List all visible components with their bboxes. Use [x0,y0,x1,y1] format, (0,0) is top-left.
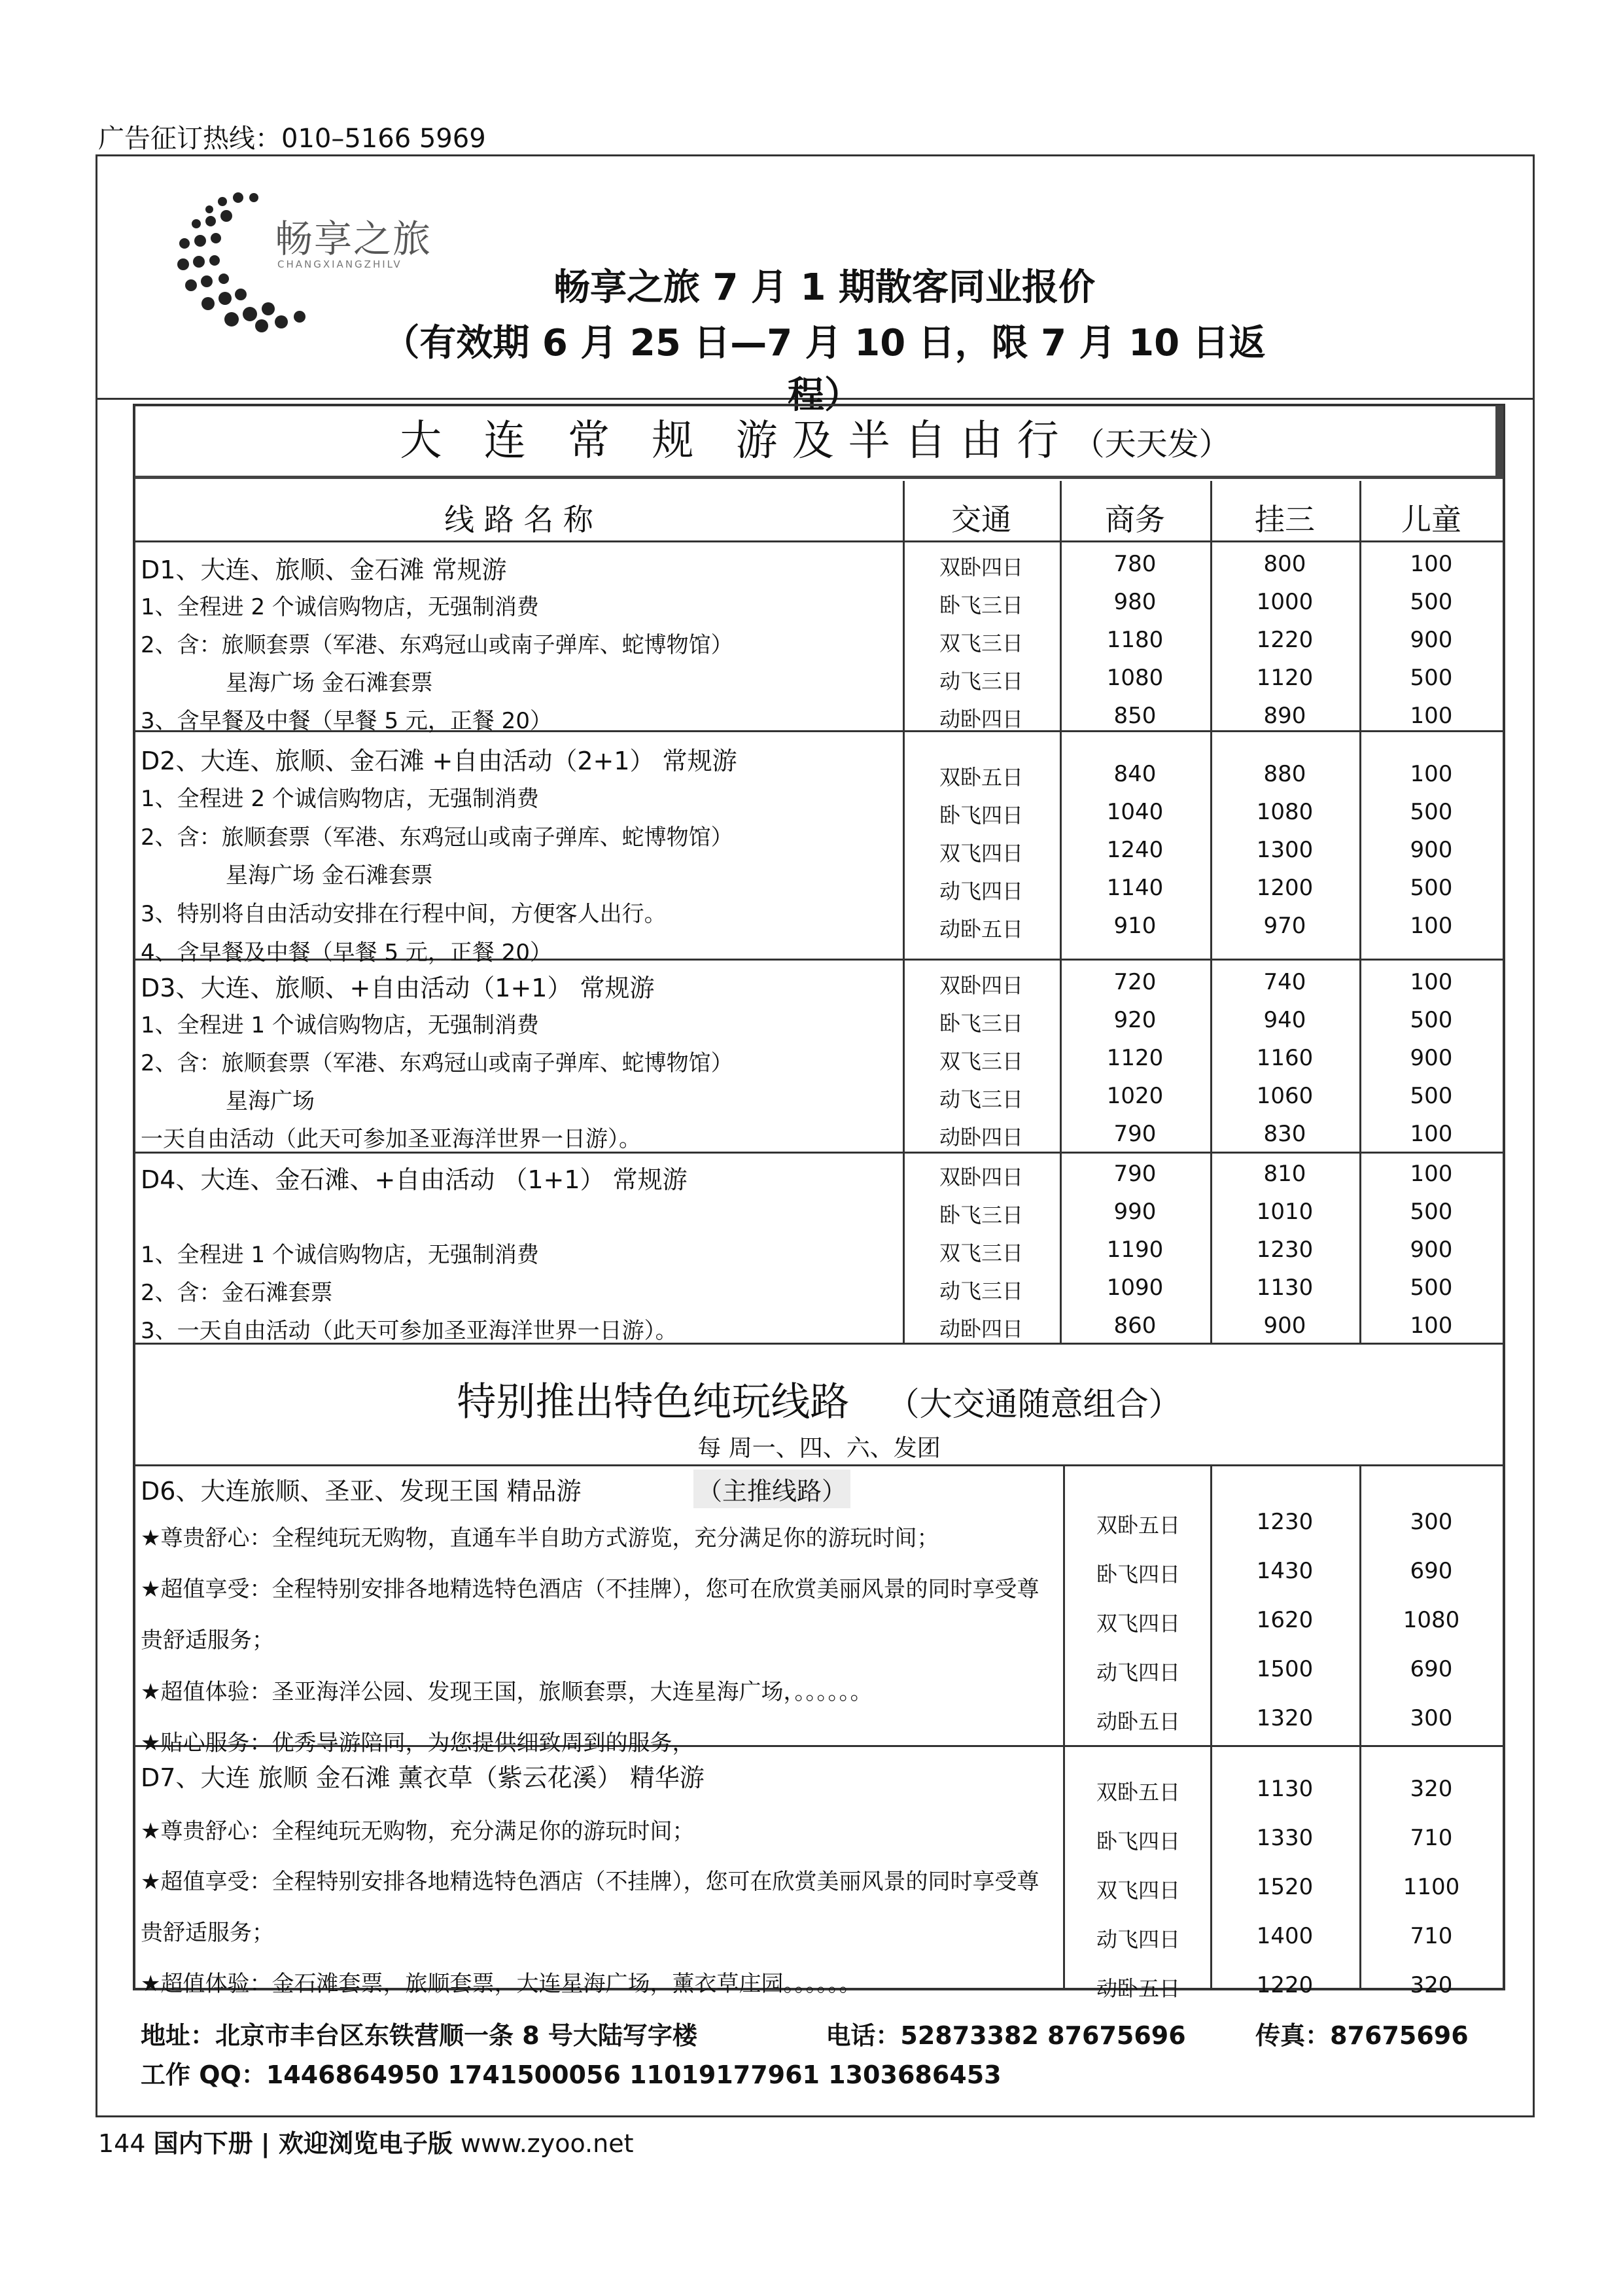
transport-cell: 双卧五日 [939,765,1023,790]
transport-cell: 动飞三日 [939,1087,1023,1112]
site-link[interactable]: www.zyoo.net [460,2129,634,2158]
page-title: 畅享之旅 7 月 1 期散客同业报价 [553,266,1095,309]
third-price: 890 [1263,703,1306,729]
child-price: 100 [1410,761,1453,787]
transport-cell: 动飞三日 [939,669,1023,694]
child-price: 500 [1410,799,1453,825]
route-detail: 3、特别将自由活动安排在行程中间，方便客人出行。 [141,901,667,927]
contact-line [141,2015,1469,2051]
transport-cell: 双卧五日 [1096,1780,1180,1805]
transport-cell: 动飞四日 [939,879,1023,904]
business-price: 990 [1113,1199,1157,1225]
route-detail: 1、全程进 1 个诚信购物店，无强制消费 [141,1242,539,1268]
child-price: 690 [1410,1656,1453,1682]
child-price: 500 [1410,1007,1453,1033]
featured-tag: （主推线路） [693,1470,850,1508]
business-price: 1190 [1106,1237,1164,1263]
departure-days: 每 周一、四、六、发团 [697,1435,941,1462]
business-price: 1020 [1106,1083,1164,1109]
child-price: 500 [1410,1275,1453,1301]
child-price: 900 [1410,627,1453,653]
route-detail: 4、含早餐及中餐（早餐 5 元，正餐 20） [141,940,552,966]
col-transport: 交通 [951,502,1011,537]
transport-cell: 卧飞三日 [939,1203,1023,1227]
section-banner [135,406,1503,479]
route-detail: 贵舒适服务； [141,1920,274,1946]
business-price: 920 [1113,1007,1157,1033]
transport-cell: 双飞四日 [1096,1611,1180,1636]
third-price: 1220 [1256,627,1314,653]
third-price: 940 [1263,1007,1306,1033]
child-price: 900 [1410,1045,1453,1071]
business-price: 790 [1113,1121,1157,1147]
transport-cell: 双飞四日 [939,841,1023,866]
col-business: 商务 [1105,502,1165,537]
banner-note: （天天发） [1073,426,1230,463]
price: 1620 [1256,1607,1314,1633]
route-detail: 星海广场 [226,1088,315,1114]
route-detail: ★尊贵舒心：全程纯玩无购物，直通车半自助方式游览，充分满足你的游玩时间； [141,1525,939,1551]
transport-cell: 动飞三日 [939,1279,1023,1303]
route-detail: 2、含：旅顺套票（军港、东鸡冠山或南子弹库、蛇博物馆） [141,632,733,658]
transport-cell: 双卧四日 [939,555,1023,580]
child-price: 900 [1410,837,1453,863]
third-price: 830 [1263,1121,1306,1147]
route-name: D1、大连、旅顺、金石滩 常规游 [141,556,507,584]
price: 1230 [1256,1509,1314,1535]
route-name: D4、大连、金石滩、+自由活动 （1+1） 常规游 [141,1165,688,1194]
phone: 电话：52873382 87675696 [826,2021,1186,2050]
route-detail: 星海广场 金石滩套票 [226,862,433,889]
child-price: 500 [1410,1083,1453,1109]
transport-cell: 动卧五日 [939,917,1023,942]
third-price: 740 [1263,969,1306,995]
transport-cell: 卧飞三日 [939,1011,1023,1036]
child-price: 100 [1410,913,1453,939]
route-detail: 1、全程进 2 个诚信购物店，无强制消费 [141,594,539,620]
special-title-main: 特别推出特色纯玩线路 [457,1379,850,1425]
child-price: 320 [1410,1972,1453,1998]
child-price: 500 [1410,589,1453,615]
price: 1330 [1256,1825,1314,1851]
third-price: 1160 [1256,1045,1314,1071]
transport-cell: 动卧四日 [939,1125,1023,1150]
route-detail: ★超值享受：全程特别安排各地精选特色酒店（不挂牌），您可在欣赏美丽风景的同时享受尊 [141,1576,1039,1602]
business-price: 1180 [1106,627,1164,653]
child-price: 300 [1410,1705,1453,1731]
third-price: 880 [1263,761,1306,787]
page-number: 144 [98,2129,146,2158]
route-detail: 贵舒适服务； [141,1627,274,1653]
transport-cell: 双飞三日 [939,631,1023,656]
child-price: 900 [1410,1237,1453,1263]
transport-cell: 卧飞三日 [939,593,1023,618]
business-price: 1120 [1106,1045,1164,1071]
col-third: 挂三 [1255,502,1315,537]
banner-title: 大 连 常 规 游及半自由行 [400,417,1073,465]
business-price: 910 [1113,913,1157,939]
business-price: 1040 [1106,799,1164,825]
price: 1320 [1256,1705,1314,1731]
business-price: 720 [1113,969,1157,995]
transport-cell: 双飞三日 [939,1241,1023,1265]
logo-text: 畅享之旅 [275,217,432,261]
business-price: 1080 [1106,665,1164,691]
transport-cell: 动卧五日 [1096,1709,1180,1734]
business-price: 850 [1113,703,1157,729]
third-price: 1130 [1256,1275,1314,1301]
transport-cell: 双飞三日 [939,1049,1023,1074]
transport-cell: 双飞四日 [1096,1878,1180,1903]
third-price: 1300 [1256,837,1314,863]
child-price: 100 [1410,551,1453,577]
route-detail: 一天自由活动（此天可参加圣亚海洋世界一日游）。 [141,1126,641,1152]
third-price: 800 [1263,551,1306,577]
route-detail: 2、含：旅顺套票（军港、东鸡冠山或南子弹库、蛇博物馆） [141,824,733,851]
third-price: 1010 [1256,1199,1314,1225]
route-name: D3、大连、旅顺、+自由活动（1+1） 常规游 [141,974,655,1002]
route-name: D6、大连旅顺、圣亚、发现王国 精品游 [141,1477,582,1506]
route-detail: ★贴心服务：优秀导游陪同，为您提供细致周到的服务， [141,1730,695,1756]
price: 1520 [1256,1874,1314,1900]
price: 1220 [1256,1972,1314,1998]
child-price: 1080 [1403,1607,1460,1633]
business-price: 860 [1113,1313,1157,1339]
route-detail: 2、含：金石滩套票 [141,1280,333,1306]
route-detail: 2、含：旅顺套票（军港、东鸡冠山或南子弹库、蛇博物馆） [141,1050,733,1076]
child-price: 500 [1410,665,1453,691]
route-detail: ★尊贵舒心：全程纯玩无购物，充分满足你的游玩时间； [141,1818,695,1845]
child-price: 500 [1410,875,1453,901]
third-price: 1120 [1256,665,1314,691]
transport-cell: 卧飞四日 [1096,1829,1180,1854]
route-detail: 3、含早餐及中餐（早餐 5 元，正餐 20） [141,708,552,734]
business-price: 1090 [1106,1275,1164,1301]
route-detail: 3、一天自由活动（此天可参加圣亚海洋世界一日游）。 [141,1318,678,1344]
business-price: 1240 [1106,837,1164,863]
transport-cell: 双卧四日 [939,1165,1023,1190]
third-price: 900 [1263,1313,1306,1339]
third-price: 970 [1263,913,1306,939]
transport-cell: 动卧四日 [939,707,1023,732]
child-price: 100 [1410,1121,1453,1147]
transport-cell: 动卧四日 [939,1316,1023,1341]
third-price: 1080 [1256,799,1314,825]
welcome-text: 欢迎浏览电子版 [278,2129,453,2158]
transport-cell: 双卧四日 [939,973,1023,998]
child-price: 100 [1410,703,1453,729]
route-name: D2、大连、旅顺、金石滩 +自由活动（2+1） 常规游 [141,747,737,775]
child-price: 100 [1410,1161,1453,1187]
business-price: 1140 [1106,875,1164,901]
col-route: 线 路 名 称 [444,502,593,537]
transport-cell: 双卧五日 [1096,1513,1180,1538]
page-footer: 144 国内下册 | 欢迎浏览电子版 www.zyoo.net [98,2129,634,2158]
transport-cell: 卧飞四日 [939,803,1023,828]
special-title-note: （大交通随意组合） [886,1385,1181,1423]
child-price: 690 [1410,1558,1453,1584]
third-price: 1200 [1256,875,1314,901]
transport-cell: 动飞四日 [1096,1927,1180,1952]
transport-cell: 动卧五日 [1096,1976,1180,2001]
child-price: 710 [1410,1923,1453,1949]
child-price: 300 [1410,1509,1453,1535]
child-price: 500 [1410,1199,1453,1225]
price: 1500 [1256,1656,1314,1682]
ad-hotline: 广告征订热线：010–5166 5969 [98,124,486,154]
third-price: 1060 [1256,1083,1314,1109]
validity-subtitle: （有效期 6 月 25 日—7 月 10 日，限 7 月 10 日返程） [383,322,1266,417]
route-name: D7、大连 旅顺 金石滩 薰衣草（紫云花溪） 精华游 [141,1763,705,1792]
section-label: 国内下册 [153,2129,253,2158]
logo-subtext: CHANGXIANGZHILV [277,258,402,270]
child-price: 710 [1410,1825,1453,1851]
route-detail: ★超值体验：金石滩套票，旅顺套票，大连星海广场，薰衣草庄园。。。。。。 [141,1971,862,1997]
col-child: 儿童 [1401,502,1461,537]
price: 1430 [1256,1558,1314,1584]
business-price: 780 [1113,551,1157,577]
route-detail: ★超值体验：圣亚海洋公园、发现王国，旅顺套票，大连星海广场，。。。。。。 [141,1679,873,1705]
address: 地址：北京市丰台区东铁营顺一条 8 号大陆写字楼 [141,2021,697,2050]
fax: 传真：87675696 [1255,2021,1469,2050]
route-detail: 星海广场 金石滩套票 [226,670,433,696]
child-price: 320 [1410,1776,1453,1802]
transport-cell: 动飞四日 [1096,1660,1180,1685]
business-price: 840 [1113,761,1157,787]
child-price: 100 [1410,969,1453,995]
route-detail: 1、全程进 2 个诚信购物店，无强制消费 [141,786,539,812]
child-price: 100 [1410,1313,1453,1339]
price: 1130 [1256,1776,1314,1802]
transport-cell: 卧飞四日 [1096,1562,1180,1587]
route-detail: ★超值享受：全程特别安排各地精选特色酒店（不挂牌），您可在欣赏美丽风景的同时享受尊 [141,1869,1039,1895]
special-title [135,1371,1503,1427]
route-detail: 1、全程进 1 个诚信购物店，无强制消费 [141,1012,539,1038]
business-price: 790 [1113,1161,1157,1187]
child-price: 1100 [1403,1874,1460,1900]
third-price: 1000 [1256,589,1314,615]
business-price: 980 [1113,589,1157,615]
price: 1400 [1256,1923,1314,1949]
third-price: 810 [1263,1161,1306,1187]
qq-line: 工作 QQ：1446864950 1741500056 11019177961 1303686453 [141,2060,1002,2089]
third-price: 1230 [1256,1237,1314,1263]
